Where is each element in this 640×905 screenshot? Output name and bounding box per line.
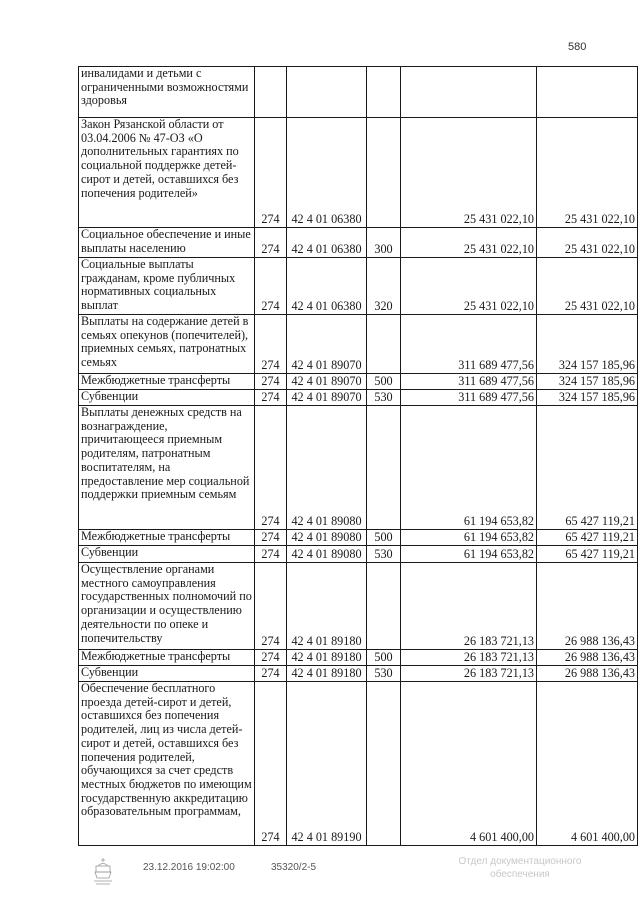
- cell-name: Межбюджетные трансферты: [79, 530, 255, 546]
- cell-vr: 500: [367, 650, 401, 666]
- cell-sum-2017: 25 431 022,10: [401, 258, 537, 315]
- table-row: [79, 390, 638, 406]
- cell-gr: 274: [255, 682, 287, 846]
- table-row: [79, 258, 638, 315]
- cell-sum-2018: 25 431 022,10: [537, 118, 638, 228]
- cell-sum-2017: 61 194 653,82: [401, 406, 537, 530]
- cell-vr: 530: [367, 666, 401, 682]
- cell-name: Субвенции: [79, 666, 255, 682]
- cell-csr: 42 4 01 89070: [287, 315, 367, 374]
- cell-sum-2018: [537, 67, 638, 118]
- cell-csr: 42 4 01 89080: [287, 530, 367, 546]
- cell-name: Выплаты денежных средств на вознаграждение, причитающееся приемным родителям, патронатным воспитателям, на предоставление мер социальной поддержки приемным семьям: [79, 406, 255, 530]
- cell-sum-2017: 61 194 653,82: [401, 546, 537, 563]
- table-row: [79, 666, 638, 682]
- cell-csr: 42 4 01 89070: [287, 390, 367, 406]
- table-row: [79, 374, 638, 390]
- cell-csr: 42 4 01 06380: [287, 118, 367, 228]
- cell-name: Социальное обеспечение и иные выплаты населению: [79, 228, 255, 258]
- cell-sum-2017: 25 431 022,10: [401, 228, 537, 258]
- cell-csr: 42 4 01 06380: [287, 258, 367, 315]
- cell-name: Межбюджетные трансферты: [79, 650, 255, 666]
- cell-vr: 320: [367, 258, 401, 315]
- cell-csr: 42 4 01 89080: [287, 406, 367, 530]
- cell-vr: 530: [367, 390, 401, 406]
- cell-sum-2017: 61 194 653,82: [401, 530, 537, 546]
- budget-table: [78, 66, 638, 846]
- cell-name: Субвенции: [79, 546, 255, 563]
- table-row: [79, 563, 638, 650]
- emblem-icon: [92, 856, 114, 886]
- cell-sum-2017: [401, 67, 537, 118]
- table-row: [79, 546, 638, 563]
- table-row: [79, 406, 638, 530]
- cell-sum-2018: 65 427 119,21: [537, 530, 638, 546]
- cell-vr: [367, 406, 401, 530]
- cell-sum-2018: 65 427 119,21: [537, 406, 638, 530]
- cell-csr: 42 4 01 89180: [287, 563, 367, 650]
- cell-sum-2017: 311 689 477,56: [401, 374, 537, 390]
- cell-name: Осуществление органами местного самоуправления государственных полномочий по организации и осуществлению деятельности по опеке и попечительству: [79, 563, 255, 650]
- cell-name: инвалидами и детьми с ограниченными возможностями здоровья: [79, 67, 255, 118]
- cell-vr: [367, 563, 401, 650]
- cell-gr: 274: [255, 258, 287, 315]
- cell-csr: [287, 67, 367, 118]
- cell-vr: 500: [367, 530, 401, 546]
- cell-gr: 274: [255, 390, 287, 406]
- table-row: [79, 67, 638, 118]
- footer-timestamp: 23.12.2016 19:02:00: [143, 862, 235, 873]
- cell-sum-2018: 26 988 136,43: [537, 650, 638, 666]
- cell-vr: 530: [367, 546, 401, 563]
- cell-gr: 274: [255, 666, 287, 682]
- cell-gr: 274: [255, 650, 287, 666]
- cell-name: Выплаты на содержание детей в семьях опекунов (попечителей), приемных семьях, патронатных семьях: [79, 315, 255, 374]
- cell-sum-2017: 26 183 721,13: [401, 650, 537, 666]
- cell-sum-2018: 25 431 022,10: [537, 258, 638, 315]
- cell-name: Обеспечение бесплатного проезда детей-сирот и детей, оставшихся без попечения родителей, лиц из числа детей-сирот и детей, оставшихся без попечения родителей, обучающихся за счет средств местных бюджетов по имеющим государственную аккредитацию образовательным программам,: [79, 682, 255, 846]
- cell-gr: 274: [255, 228, 287, 258]
- cell-sum-2017: 26 183 721,13: [401, 563, 537, 650]
- cell-gr: 274: [255, 546, 287, 563]
- cell-name: Субвенции: [79, 390, 255, 406]
- cell-name: Социальные выплаты гражданам, кроме публичных нормативных социальных выплат: [79, 258, 255, 315]
- cell-gr: 274: [255, 118, 287, 228]
- cell-csr: 42 4 01 89190: [287, 682, 367, 846]
- cell-vr: 300: [367, 228, 401, 258]
- cell-sum-2018: 324 157 185,96: [537, 315, 638, 374]
- cell-csr: 42 4 01 06380: [287, 228, 367, 258]
- table-row: [79, 228, 638, 258]
- footer-doc-code: 35320/2-5: [271, 862, 317, 873]
- cell-sum-2018: 26 988 136,43: [537, 563, 638, 650]
- cell-sum-2017: 25 431 022,10: [401, 118, 537, 228]
- cell-vr: [367, 315, 401, 374]
- cell-vr: 500: [367, 374, 401, 390]
- cell-vr: [367, 682, 401, 846]
- cell-sum-2018: 324 157 185,96: [537, 374, 638, 390]
- table-row: [79, 530, 638, 546]
- cell-sum-2018: 25 431 022,10: [537, 228, 638, 258]
- cell-sum-2018: 26 988 136,43: [537, 666, 638, 682]
- cell-sum-2018: 4 601 400,00: [537, 682, 638, 846]
- cell-gr: 274: [255, 315, 287, 374]
- cell-sum-2017: 311 689 477,56: [401, 315, 537, 374]
- table-row: [79, 650, 638, 666]
- cell-csr: 42 4 01 89070: [287, 374, 367, 390]
- cell-sum-2017: 26 183 721,13: [401, 666, 537, 682]
- cell-name: Межбюджетные трансферты: [79, 374, 255, 390]
- cell-gr: 274: [255, 530, 287, 546]
- cell-sum-2017: 311 689 477,56: [401, 390, 537, 406]
- cell-name: Закон Рязанской области от 03.04.2006 № 47-ОЗ «О дополнительных гарантиях по социальной поддержке детей-сирот и детей, оставшихся без попечения родителей»: [79, 118, 255, 228]
- cell-sum-2017: 4 601 400,00: [401, 682, 537, 846]
- cell-csr: 42 4 01 89180: [287, 650, 367, 666]
- cell-vr: [367, 118, 401, 228]
- table-row: [79, 682, 638, 846]
- cell-gr: [255, 67, 287, 118]
- cell-vr: [367, 67, 401, 118]
- cell-gr: 274: [255, 563, 287, 650]
- cell-sum-2018: 324 157 185,96: [537, 390, 638, 406]
- table-row: [79, 118, 638, 228]
- cell-csr: 42 4 01 89180: [287, 666, 367, 682]
- cell-gr: 274: [255, 374, 287, 390]
- cell-sum-2018: 65 427 119,21: [537, 546, 638, 563]
- cell-csr: 42 4 01 89080: [287, 546, 367, 563]
- table-row: [79, 315, 638, 374]
- watermark-stamp: Отдел документационного обеспечения: [458, 856, 582, 880]
- cell-gr: 274: [255, 406, 287, 530]
- page-number: 580: [568, 41, 587, 53]
